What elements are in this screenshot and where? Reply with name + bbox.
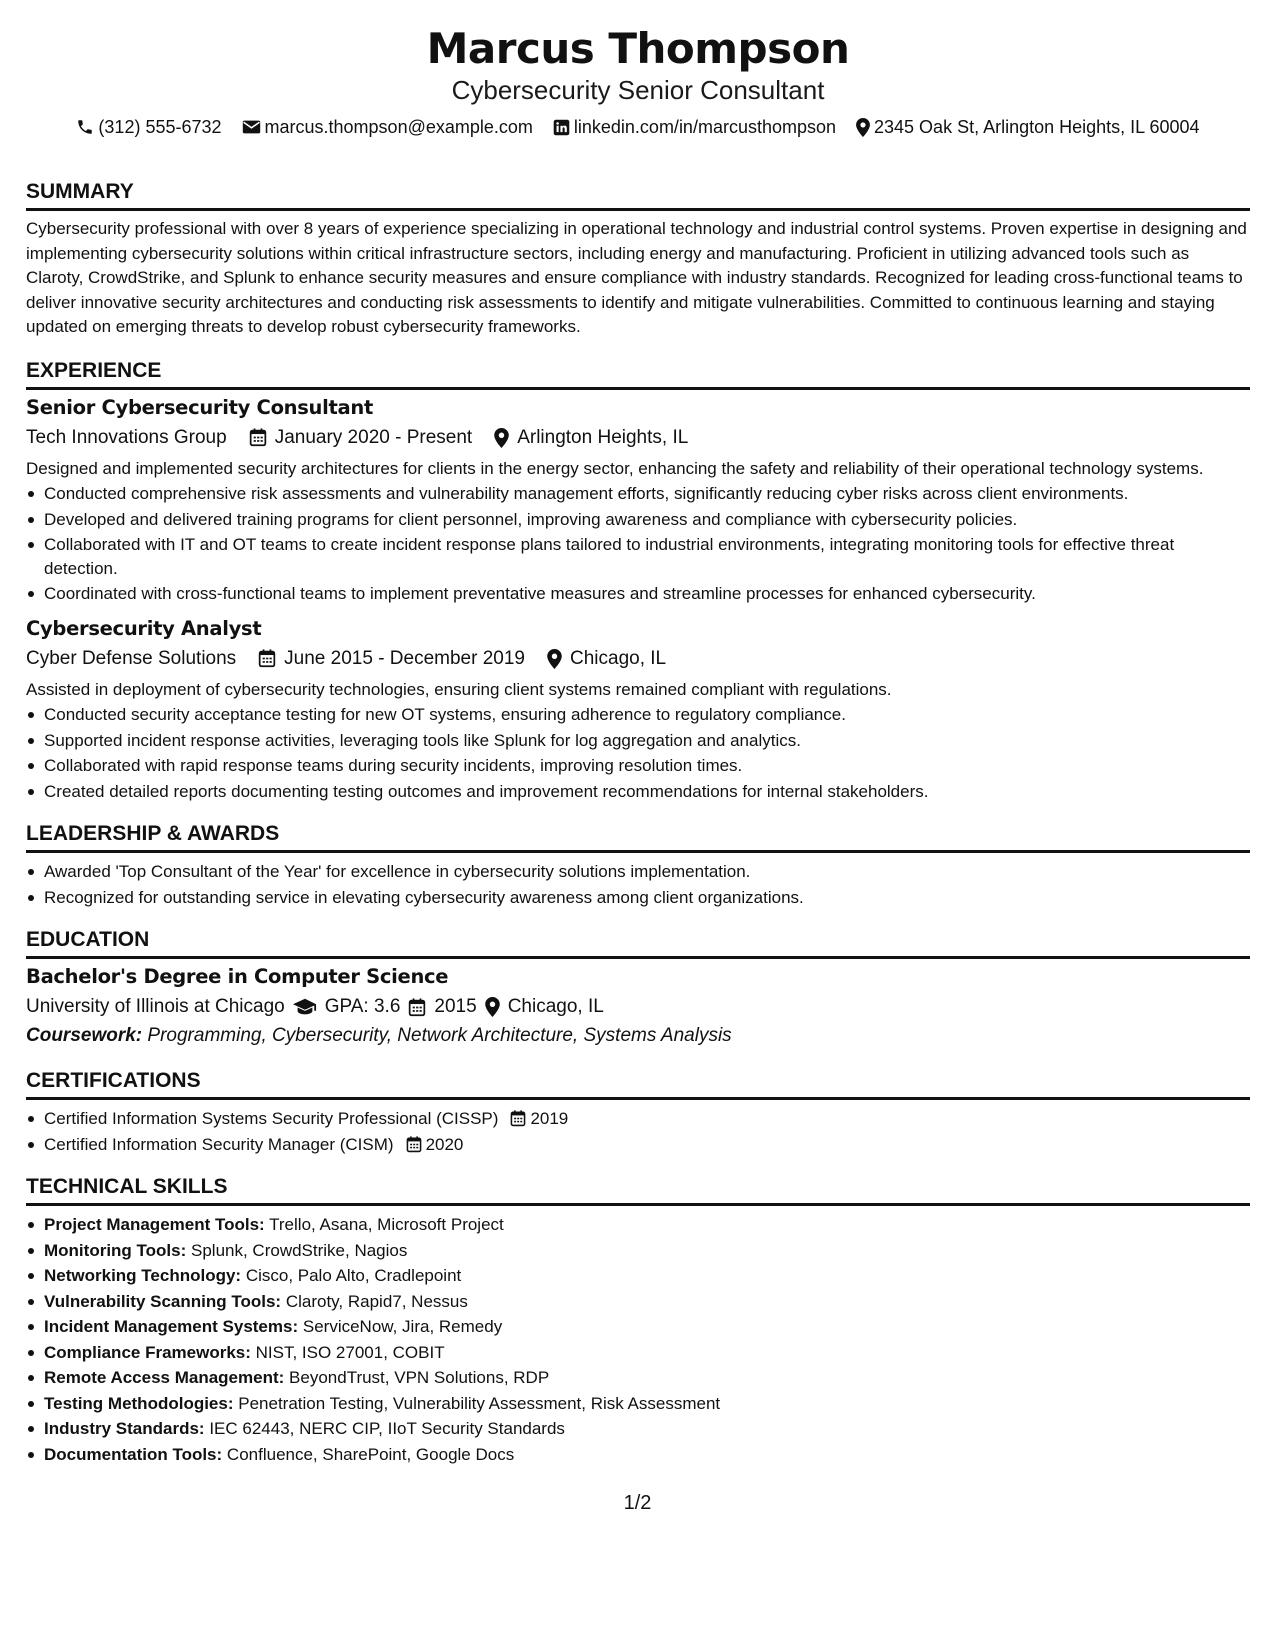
list-item — [26, 1213, 1250, 1237]
skill-value: ServiceNow, Jira, Remedy — [302, 1317, 503, 1336]
skills-heading: TECHNICAL SKILLS — [26, 1174, 1250, 1206]
skill-label: Monitoring Tools: — [44, 1240, 187, 1260]
summary-heading: SUMMARY — [26, 179, 1250, 211]
job-bullets — [26, 703, 1250, 803]
calendar-icon — [406, 1136, 422, 1153]
skill-label: Incident Management Systems: — [44, 1317, 299, 1336]
calendar-icon — [408, 998, 426, 1017]
certifications-section — [26, 1068, 1250, 1156]
education-section — [26, 927, 1250, 1050]
leadership-section — [26, 821, 1250, 909]
job-entry — [26, 395, 1250, 606]
skill-value: BeyondTrust, VPN Solutions, RDP — [289, 1368, 550, 1387]
list-item — [26, 1239, 1250, 1263]
summary-text: Cybersecurity professional with over 8 years of experience specializing in operational technology and industrial control systems. Proven expertise in designing and implementing cybersecurity solutions within critical infrastructure sectors, including energy and manufacturing. Proficient in utilizing advanced tools such as Claroty, CrowdStrike, and Splunk to enhance security measures and ensure compliance with industry standards. Recognized for leading cross-functional teams to deliver innovative security architectures and conducting risk assessments to identify and mitigate vulnerabilities. Committed to continuous learning and staying updated on emerging threats to develop robust cybersecurity frameworks. — [26, 219, 1247, 336]
cert-name: Certified Information Security Manager (CISM) — [44, 1134, 394, 1154]
page-number: 1/2 — [623, 1492, 652, 1514]
calendar-icon — [249, 428, 267, 447]
skill-value: Cisco, Palo Alto, Cradlepoint — [245, 1266, 462, 1285]
coursework-label: Coursework: — [26, 1025, 143, 1046]
school-name: University of Illinois at Chicago — [26, 996, 285, 1017]
skill-label: Networking Technology: — [44, 1266, 242, 1285]
map-pin-icon — [485, 997, 500, 1017]
list-item — [26, 1264, 1250, 1288]
skill-value: NIST, ISO 27001, COBIT — [255, 1342, 445, 1362]
cert-year: 2019 — [530, 1109, 569, 1128]
list-item: Awarded 'Top Consultant of the Year' for excellence in cybersecurity solutions implementation. — [26, 860, 1250, 884]
list-item: Supported incident response activities, leveraging tools like Splunk for log aggregation and analytics. — [26, 729, 1250, 753]
list-item: Developed and delivered training programs for client personnel, improving awareness and compliance with cybersecurity policies. — [26, 508, 1250, 532]
certifications-list — [26, 1107, 1250, 1156]
education-meta — [26, 993, 1250, 1021]
summary-section — [26, 179, 1250, 340]
list-item: Conducted security acceptance testing for new OT systems, ensuring adherence to regulatory compliance. — [26, 703, 1250, 727]
list-item: Recognized for outstanding service in elevating cybersecurity awareness among client organizations. — [26, 886, 1250, 910]
list-item: Collaborated with IT and OT teams to create incident response plans tailored to industrial environments, integrating monitoring tools for effective threat detection. — [26, 533, 1250, 580]
linkedin-icon — [553, 119, 570, 136]
envelope-icon — [242, 119, 261, 135]
list-item — [26, 1133, 1250, 1157]
map-pin-icon — [494, 428, 509, 448]
list-item — [26, 1290, 1250, 1314]
calendar-icon — [258, 649, 276, 668]
leadership-list — [26, 860, 1250, 909]
leadership-heading: LEADERSHIP & AWARDS — [26, 821, 1250, 853]
list-item — [26, 1417, 1250, 1441]
skill-value: Trello, Asana, Microsoft Project — [269, 1215, 504, 1234]
coursework — [26, 1022, 1250, 1050]
resume-page — [26, 22, 1250, 1466]
cert-year: 2020 — [425, 1134, 464, 1154]
map-pin-icon — [547, 649, 562, 669]
job-meta — [26, 424, 1250, 452]
list-item — [26, 1443, 1250, 1467]
list-item: Created detailed reports documenting testing outcomes and improvement recommendations for internal stakeholders. — [26, 780, 1250, 804]
contact-phone[interactable] — [76, 115, 221, 139]
job-title: Cybersecurity Analyst — [26, 616, 262, 640]
candidate-title: Cybersecurity Senior Consultant — [451, 75, 825, 105]
cert-name: Certified Information Systems Security Professional (CISSP) — [44, 1109, 499, 1128]
contact-email[interactable] — [242, 115, 533, 139]
map-pin-icon — [856, 118, 870, 137]
skill-value: Claroty, Rapid7, Nessus — [285, 1291, 468, 1311]
list-item: Collaborated with rapid response teams during security incidents, improving resolution times. — [26, 754, 1250, 778]
gpa: GPA: 3.6 — [324, 996, 401, 1017]
degree-title: Bachelor's Degree in Computer Science — [26, 965, 449, 988]
contact-phone-text: (312) 555-6732 — [98, 117, 222, 137]
list-item — [26, 1107, 1250, 1131]
contact-linkedin-text: linkedin.com/in/marcusthompson — [573, 117, 837, 137]
contact-bar — [26, 115, 1250, 139]
job-meta — [26, 645, 1250, 673]
job-title: Senior Cybersecurity Consultant — [26, 395, 374, 419]
skill-value: IEC 62443, NERC CIP, IIoT Security Standards — [209, 1419, 565, 1438]
contact-email-text: marcus.thompson@example.com — [264, 117, 533, 137]
coursework-list: Programming, Cybersecurity, Network Architecture, Systems Analysis — [147, 1025, 732, 1046]
skill-value: Confluence, SharePoint, Google Docs — [226, 1444, 515, 1464]
list-item — [26, 1392, 1250, 1416]
phone-icon — [76, 118, 94, 136]
skill-label: Remote Access Management: — [44, 1368, 285, 1387]
job-entry — [26, 616, 1250, 804]
job-bullets — [26, 482, 1250, 606]
job-company: Cyber Defense Solutions — [26, 647, 237, 669]
contact-linkedin[interactable] — [553, 115, 836, 139]
list-item — [26, 1341, 1250, 1365]
skill-label: Compliance Frameworks: — [44, 1342, 251, 1362]
calendar-icon — [510, 1110, 526, 1127]
graduation-cap-icon — [293, 998, 317, 1016]
school-location: Chicago, IL — [507, 996, 604, 1017]
graduation-year: 2015 — [434, 996, 477, 1017]
skills-section — [26, 1174, 1250, 1466]
skill-label: Documentation Tools: — [44, 1444, 223, 1464]
contact-address-text: 2345 Oak St, Arlington Heights, IL 60004 — [874, 117, 1200, 137]
candidate-name: Marcus Thompson — [426, 24, 850, 73]
list-item — [26, 1366, 1250, 1390]
job-dates: January 2020 - Present — [274, 426, 473, 448]
job-dates: June 2015 - December 2019 — [284, 647, 525, 669]
job-location: Chicago, IL — [570, 647, 667, 669]
experience-section — [26, 358, 1250, 804]
certifications-heading: CERTIFICATIONS — [26, 1068, 1250, 1100]
list-item: Coordinated with cross-functional teams to implement preventative measures and streamline processes for enhanced cybersecurity. — [26, 582, 1250, 606]
skill-label: Testing Methodologies: — [44, 1393, 234, 1413]
skill-value: Penetration Testing, Vulnerability Assessment, Risk Assessment — [238, 1393, 721, 1413]
job-description: Assisted in deployment of cybersecurity technologies, ensuring client systems remained compliant with regulations. — [26, 679, 892, 699]
list-item: Conducted comprehensive risk assessments and vulnerability management efforts, significantly reducing cyber risks across client environments. — [26, 482, 1250, 506]
contact-address — [856, 115, 1200, 139]
list-item — [26, 1315, 1250, 1339]
experience-heading: EXPERIENCE — [26, 358, 1250, 390]
skill-label: Vulnerability Scanning Tools: — [44, 1291, 282, 1311]
job-description: Designed and implemented security architectures for clients in the energy sector, enhancing the safety and reliability of their operational technology systems. — [26, 458, 1204, 478]
job-location: Arlington Heights, IL — [517, 426, 689, 448]
skill-label: Project Management Tools: — [44, 1215, 265, 1234]
job-company: Tech Innovations Group — [26, 426, 227, 448]
skills-list — [26, 1213, 1250, 1466]
education-heading: EDUCATION — [26, 927, 1250, 959]
skill-value: Splunk, CrowdStrike, Nagios — [191, 1240, 408, 1260]
skill-label: Industry Standards: — [44, 1419, 205, 1438]
